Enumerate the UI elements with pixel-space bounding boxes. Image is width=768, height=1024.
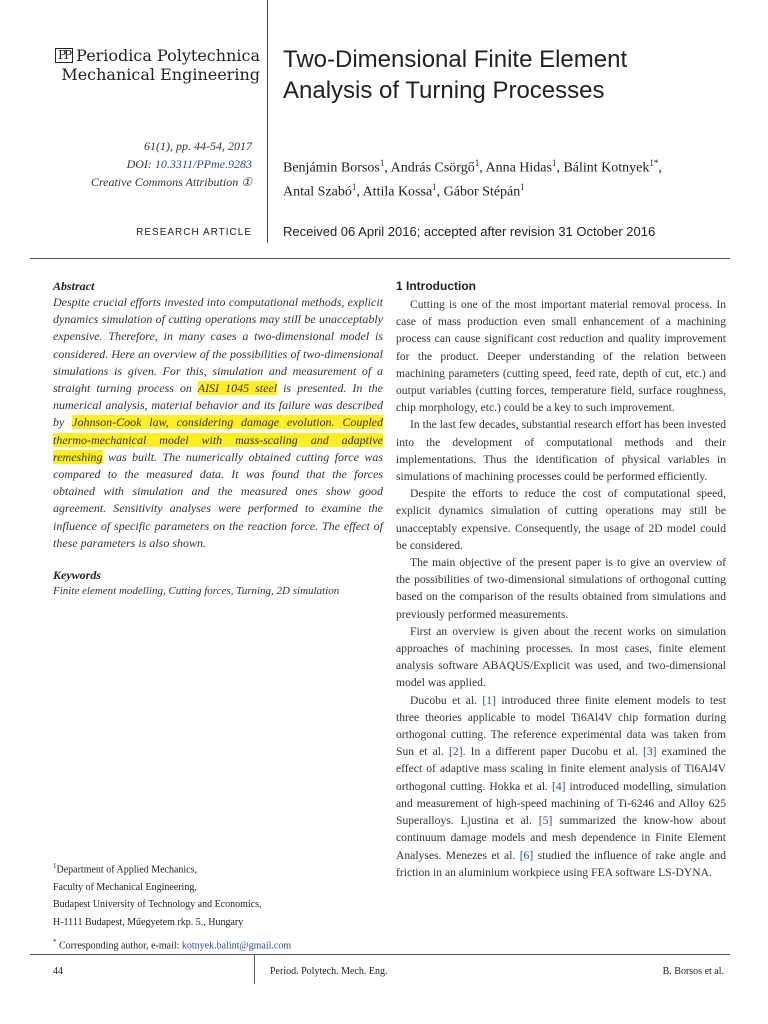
- footer-rule: [30, 954, 730, 955]
- author-affiliation-mark: 1*: [649, 158, 659, 168]
- paper-title: [283, 44, 743, 106]
- author-list: [283, 154, 753, 201]
- corresponding-author: [53, 934, 383, 955]
- paragraph-text: introduced three finite element models to test three theories applicable to model Ti6Al4V chip formation during orthogonal cutting. The reference experimental data was taken from Sun et al.: [396, 693, 726, 759]
- body-paragraph: The main objective of the present paper is to give an overview of the possibilities of two-dimensional simulations of orthogonal cutting based on the comparison of the results obtained from simulations and previously performed measurements.: [396, 556, 726, 621]
- page-number: 44: [53, 966, 63, 977]
- issue-info: 61(1), pp. 44-54, 2017: [144, 139, 252, 153]
- journal-name-line1: Periodica Polytechnica: [76, 46, 260, 65]
- corresponding-text: Corresponding author, e-mail:: [56, 940, 182, 952]
- doi-link[interactable]: 10.3311/PPme.9283: [154, 157, 252, 171]
- footer-author: B. Borsos et al.: [662, 966, 724, 977]
- journal-logo-icon: PP: [55, 48, 73, 63]
- journal-name: [30, 46, 260, 84]
- affiliation-line: Department of Applied Mechanics,: [56, 864, 198, 876]
- author-affiliation-mark: 1: [379, 158, 385, 168]
- body-paragraph: First an overview is given about the recent works on simulation approaches of machining processes. In most cases, finite element analysis software ABAQUS/Explicit was used, and two-dimensional model was applied.: [396, 624, 726, 690]
- author-name: Gábor Stépán: [443, 184, 521, 200]
- author-name: Bálint Kotnyek: [563, 160, 650, 176]
- paragraph-text: introduced modelling, simulation and measurement of high-speed machining of Ti-6246 and Alloy 625 Superalloys. Ljustina et al.: [396, 779, 726, 828]
- header-rule: [30, 258, 730, 259]
- author-name: Attila Kossa: [362, 184, 433, 200]
- author-affiliation-mark: 1: [351, 181, 357, 192]
- author-name: Antal Szabó: [283, 184, 352, 200]
- paper-title-line1: Two-Dimensional Finite Element: [283, 46, 628, 73]
- section-heading: 1 Introduction: [396, 279, 476, 293]
- footer-journal: Period. Polytech. Mech. Eng.: [270, 966, 388, 977]
- header-divider-vertical: [267, 0, 268, 243]
- body-paragraph: Despite the efforts to reduce the cost of computational speed, explicit dynamics simulation of cutting operations may still be unacceptably expensive. Consequently, the usage of 2D model could be considered.: [396, 487, 726, 552]
- citation-link[interactable]: [2]: [449, 745, 463, 759]
- cc-by-icon: ①: [241, 175, 252, 189]
- abstract-text: is presented. In the numerical analysis, material behavior and its failure was described by: [53, 381, 383, 430]
- body-paragraph: [396, 692, 726, 881]
- abstract-body: [53, 294, 383, 552]
- article-meta: [30, 137, 252, 191]
- author-name: Anna Hidas: [485, 160, 552, 176]
- abstract-text: was built. The numerically obtained cutting force was compared to the measured data. It was found that the forces obtained with simulation and the measured ones show good agreement. Sensitivity analyses were performed to examine the influence of specific parameters on the reaction force. The effect of these parameters is also shown.: [53, 449, 383, 550]
- abstract-highlight: Johnson-Cook law, considering damage evolution. Coupled thermo-mechanical model with mass-scaling and adaptive remeshing: [53, 415, 383, 464]
- author-affiliation-mark: 1: [474, 158, 480, 168]
- affiliation-line: Faculty of Mechanical Engineering,: [53, 881, 197, 893]
- footer-divider-vertical: [254, 954, 255, 984]
- received-dates: Received 06 April 2016; accepted after revision 31 October 2016: [283, 224, 656, 239]
- paper-title-line2: Analysis of Turning Processes: [283, 77, 605, 104]
- paragraph-text: summarized the know-how about continuum damage models and mesh dependence in Finite Element Analyses. Menezes et al.: [396, 814, 726, 862]
- abstract-highlight: AISI 1045 steel: [197, 381, 278, 396]
- email-link[interactable]: kotnyek.balint@gmail.com: [181, 940, 292, 952]
- doi-label: DOI:: [126, 157, 152, 171]
- citation-link[interactable]: [5]: [538, 814, 553, 828]
- license-text: Creative Commons Attribution: [90, 175, 239, 189]
- affiliation-mark: 1: [53, 862, 57, 870]
- abstract-text: Despite crucial efforts invested into computational methods, explicit dynamics simulation of cutting operations may still be unacceptably expensive. Therefore, in many cases a two-dimensional model is considered. Here an overview of the possibilities of two-dimensional simulations is given. For this, simulation and measurement of a straight turning process on: [53, 295, 383, 396]
- citation-link[interactable]: [6]: [519, 848, 534, 862]
- body-paragraph: Cutting is one of the most important material removal process. In case of mass production even small enhancement of a machining process can cause significant cost reduction and quality improvement for the product. Deeper understanding of the relation between machining parameters (cutting speed, feed rate, depth of cut, etc.) and output variables (cutting forces, temperature field, surface roughness, chip morphology, etc.) could be a key to such improvement.: [396, 298, 726, 415]
- paragraph-text: examined the effect of adaptive mass scaling in finite element analysis of Ti6Al4V orthogonal cutting. Hokka et al.: [396, 745, 726, 793]
- paragraph-text: . In a different paper Ducobu et al.: [462, 745, 643, 759]
- affiliation-line: Budapest University of Technology and Economics,: [53, 899, 262, 911]
- keywords-text: Finite element modelling, Cutting forces, Turning, 2D simulation: [53, 585, 340, 598]
- research-type-label: RESEARCH ARTICLE: [136, 227, 252, 238]
- author-name: András Csörgő: [390, 160, 475, 176]
- author-name: Benjámin Borsos: [283, 160, 380, 176]
- doi-line: [30, 155, 252, 173]
- author-line-1: Benjámin Borsos$^1$, András Csörgő$^1$, Anna Hidas$^1$, Bálint Kotnyek$^{1*}$,: [283, 158, 662, 176]
- keywords-heading: Keywords: [53, 568, 101, 583]
- author-affiliation-mark: 1: [520, 181, 525, 192]
- author-affiliation-mark: 1: [551, 158, 557, 168]
- affiliation-block: [53, 858, 383, 955]
- paragraph-text: Ducobu et al.: [410, 693, 483, 707]
- journal-name-line2: Mechanical Engineering: [61, 65, 260, 84]
- corresponding-mark: *: [53, 938, 57, 947]
- author-affiliation-mark: 1: [432, 181, 437, 192]
- license-line: [30, 173, 252, 191]
- author-line-2: Antal Szabó$^1$, Attila Kossa$^1$, Gábor Stépán$^1$: [283, 181, 525, 200]
- left-column: [53, 278, 383, 600]
- abstract-heading: Abstract: [53, 279, 95, 293]
- paragraph-text: studied the influence of rake angle and friction in an aluminium workpiece using FEA software LS-DYNA.: [396, 848, 726, 879]
- affiliation-line: H-1111 Budapest, Műegyetem rkp. 5., Hungary: [53, 916, 244, 928]
- citation-link[interactable]: [4]: [551, 779, 566, 793]
- body-paragraph: In the last few decades, substantial research effort has been invested into the development of computational methods and their implementations. Thus the identification of physical variables in simulations of machining processes could be performed efficiently.: [396, 418, 726, 484]
- citation-link[interactable]: [1]: [482, 693, 496, 707]
- right-column: [396, 278, 726, 881]
- citation-link[interactable]: [3]: [643, 745, 657, 759]
